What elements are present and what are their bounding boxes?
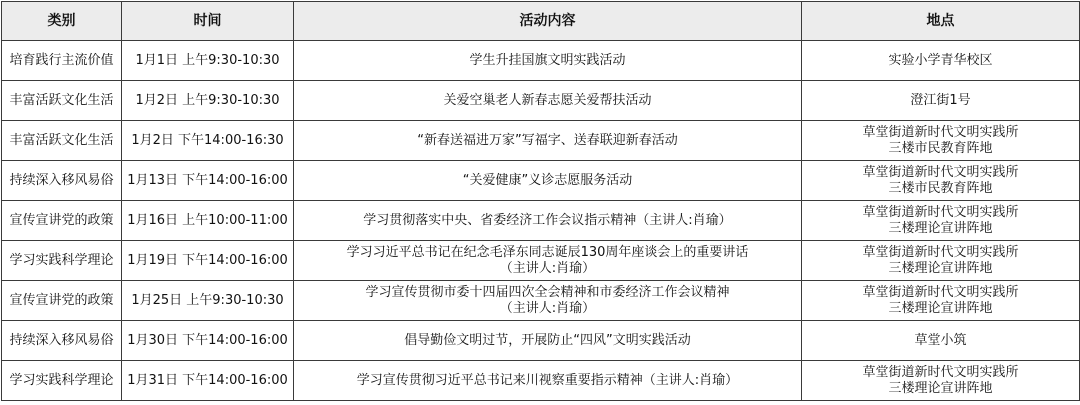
location-cell [802,201,1080,241]
location-cell [802,321,1080,361]
category-cell: 培育践行主流价值 [2,41,122,81]
location-line: 三楼市民教育阵地 [888,140,993,156]
activity-cell [294,201,802,241]
activity-line: 学习贯彻落实中央、省委经济工作会议指示精神（主讲人:肖瑜） [363,212,732,228]
activity-line: 学习宣传贯彻市委十四届四次全会精神和市委经济工作会议精神 [365,284,730,300]
activity-line: 学生升挂国旗文明实践活动 [469,52,626,68]
activity-cell [294,361,802,401]
location-cell [802,81,1080,121]
category-cell: 丰富活跃文化生活 [2,121,122,161]
activity-line: （主讲人:肖瑜） [499,260,596,276]
time-cell: 1月25日 上午9:30-10:30 [122,281,294,321]
time-cell: 1月1日 上午9:30-10:30 [122,41,294,81]
activity-line: 关爱空巢老人新春志愿关爱帮扶活动 [443,92,652,108]
location-line: 草堂街道新时代文明实践所 [862,204,1019,220]
table-row [2,281,1080,321]
location-cell [802,241,1080,281]
location-line: 草堂街道新时代文明实践所 [862,284,1019,300]
time-cell: 1月2日 上午9:30-10:30 [122,81,294,121]
location-cell [802,281,1080,321]
activity-cell [294,161,802,201]
activity-line: （主讲人:肖瑜） [499,300,596,316]
category-cell: 丰富活跃文化生活 [2,81,122,121]
location-line: 草堂街道新时代文明实践所 [862,364,1019,380]
table-row [2,321,1080,361]
location-line: 三楼理论宣讲阵地 [888,260,993,276]
header-location: 地点 [802,2,1080,41]
category-cell: 宣传宣讲党的政策 [2,201,122,241]
location-cell [802,361,1080,401]
activity-cell [294,81,802,121]
activity-cell [294,41,802,81]
header-activity: 活动内容 [294,2,802,41]
location-line: 三楼理论宣讲阵地 [888,300,993,316]
header-time: 时间 [122,2,294,41]
location-line: 三楼理论宣讲阵地 [888,220,993,236]
time-cell: 1月30日 下午14:00-16:00 [122,321,294,361]
location-line: 实验小学青华校区 [888,52,993,68]
activity-cell [294,241,802,281]
category-cell: 持续深入移风易俗 [2,321,122,361]
category-cell: 学习实践科学理论 [2,241,122,281]
table-row [2,121,1080,161]
location-cell [802,41,1080,81]
location-line: 草堂街道新时代文明实践所 [862,244,1019,260]
location-line: 草堂小筑 [914,332,967,348]
table-row [2,241,1080,281]
activity-line: 倡导勤俭文明过节，开展防止“四风”文明实践活动 [404,332,691,348]
location-line: 草堂街道新时代文明实践所 [862,124,1019,140]
activity-cell [294,321,802,361]
table-row [2,161,1080,201]
time-cell: 1月19日 下午14:00-16:00 [122,241,294,281]
time-cell: 1月16日 上午10:00-11:00 [122,201,294,241]
category-cell: 持续深入移风易俗 [2,161,122,201]
table-row [2,81,1080,121]
time-cell: 1月13日 下午14:00-16:00 [122,161,294,201]
location-cell [802,161,1080,201]
location-line: 三楼市民教育阵地 [888,180,993,196]
location-line: 三楼理论宣讲阵地 [888,380,993,396]
table-row [2,41,1080,81]
table-row [2,361,1080,401]
table-body [2,41,1080,401]
category-cell: 学习实践科学理论 [2,361,122,401]
location-line: 澄江街1号 [910,92,971,108]
location-cell [802,121,1080,161]
time-cell: 1月2日 下午14:00-16:30 [122,121,294,161]
category-cell: 宣传宣讲党的政策 [2,281,122,321]
location-line: 草堂街道新时代文明实践所 [862,164,1019,180]
activity-line: 学习宣传贯彻习近平总书记来川视察重要指示精神（主讲人:肖瑜） [356,372,739,388]
activity-cell [294,121,802,161]
activity-cell [294,281,802,321]
schedule-table [1,1,1080,401]
time-cell: 1月31日 下午14:00-16:00 [122,361,294,401]
header-row [2,2,1080,41]
activity-line: “新春送福进万家”写福字、送春联迎新春活动 [417,132,678,148]
activity-line: “关爱健康”义诊志愿服务活动 [462,172,633,188]
table-row [2,201,1080,241]
activity-line: 学习习近平总书记在纪念毛泽东同志诞辰130周年座谈会上的重要讲话 [346,244,749,260]
header-category: 类别 [2,2,122,41]
